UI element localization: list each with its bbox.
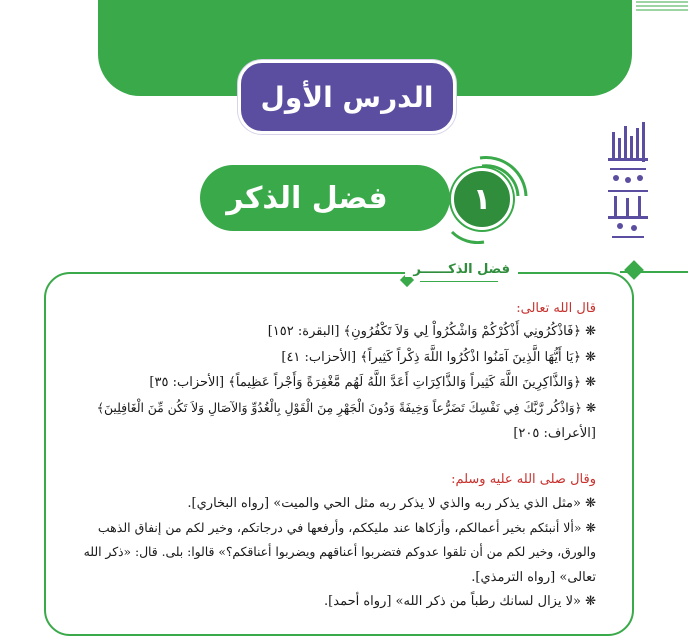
lesson-title-badge: [238, 60, 456, 134]
quran-intro: قال الله تعالى:: [516, 301, 596, 316]
topic-title-badge: [200, 165, 450, 231]
verse-line: ❋ ﴿وَاذْكُر رَّبَّكَ فِي نَفْسِكَ تَضَرُّعاً وَخِيفَةً وَدُونَ الْجَهْرِ مِنَ الْقَوْلِ بِالْغُدُوِّ وَالآصَالِ وَلاَ تَكُن مِّنَ الْغَافِلِينَ﴾: [96, 401, 596, 415]
lesson-title: الدرس الأول: [260, 80, 434, 114]
hadith-line: تعالى» [رواه الترمذي].: [471, 570, 596, 585]
verse-reference: [الأعراف: ٢٠٥]: [513, 426, 596, 441]
section-title-underline: [420, 281, 498, 282]
hadith-line: ❋ «لا يزال لسانك رطباً من ذكر الله» [رواه أحمد].: [324, 594, 596, 609]
verse-line: ❋ ﴿فَاذْكُرُونِي أَذْكُرْكُمْ وَاشْكُرُواْ لِي وَلاَ تَكْفُرُونِ﴾ [البقرة: ١٥٢]: [267, 324, 596, 339]
hadith-line: والورق، وخير لكم من أن تلقوا عدوكم فتضربوا أعناقهم ويضربوا أعناقكم؟» قالوا: بلى. قال: «ذكر الله: [83, 545, 596, 559]
section-title: فضل الذكــــــر: [405, 262, 518, 277]
hadith-intro: وقال صلى الله عليه وسلم:: [451, 472, 596, 487]
verse-line: ❋ ﴿وَالذَّاكِرِينَ اللَّهَ كَثِيراً وَالذَّاكِرَاتِ أَعَدَّ اللَّهُ لَهُم مَّغْفِرَةً وَأَجْراً عَظِيماً﴾ [الأحزاب: ٣٥]: [149, 375, 596, 390]
topic-number-badge: [451, 168, 513, 230]
calligraphy-emblem: [598, 118, 658, 246]
hadith-line: ❋ «ألا أنبئكم بخير أعمالكم، وأزكاها عند مليككم، وأرفعها في درجاتكم، وخير لكم من إنفاق الذهب: [97, 520, 596, 535]
verse-line: ❋ ﴿يَا أَيُّهَا الَّذِينَ آمَنُوا اذْكُرُوا اللَّهَ ذِكْراً كَثِيراً﴾ [الأحزاب: ٤١]: [281, 350, 596, 365]
hadith-line: ❋ «مثل الذي يذكر ربه والذي لا يذكر ربه مثل الحي والميت» [رواه البخاري].: [187, 496, 596, 511]
diamond-icon: [624, 260, 644, 280]
topic-number: ١: [472, 181, 492, 217]
topic-title: فضل الذكر: [226, 180, 388, 216]
top-decoration: [636, 0, 688, 14]
